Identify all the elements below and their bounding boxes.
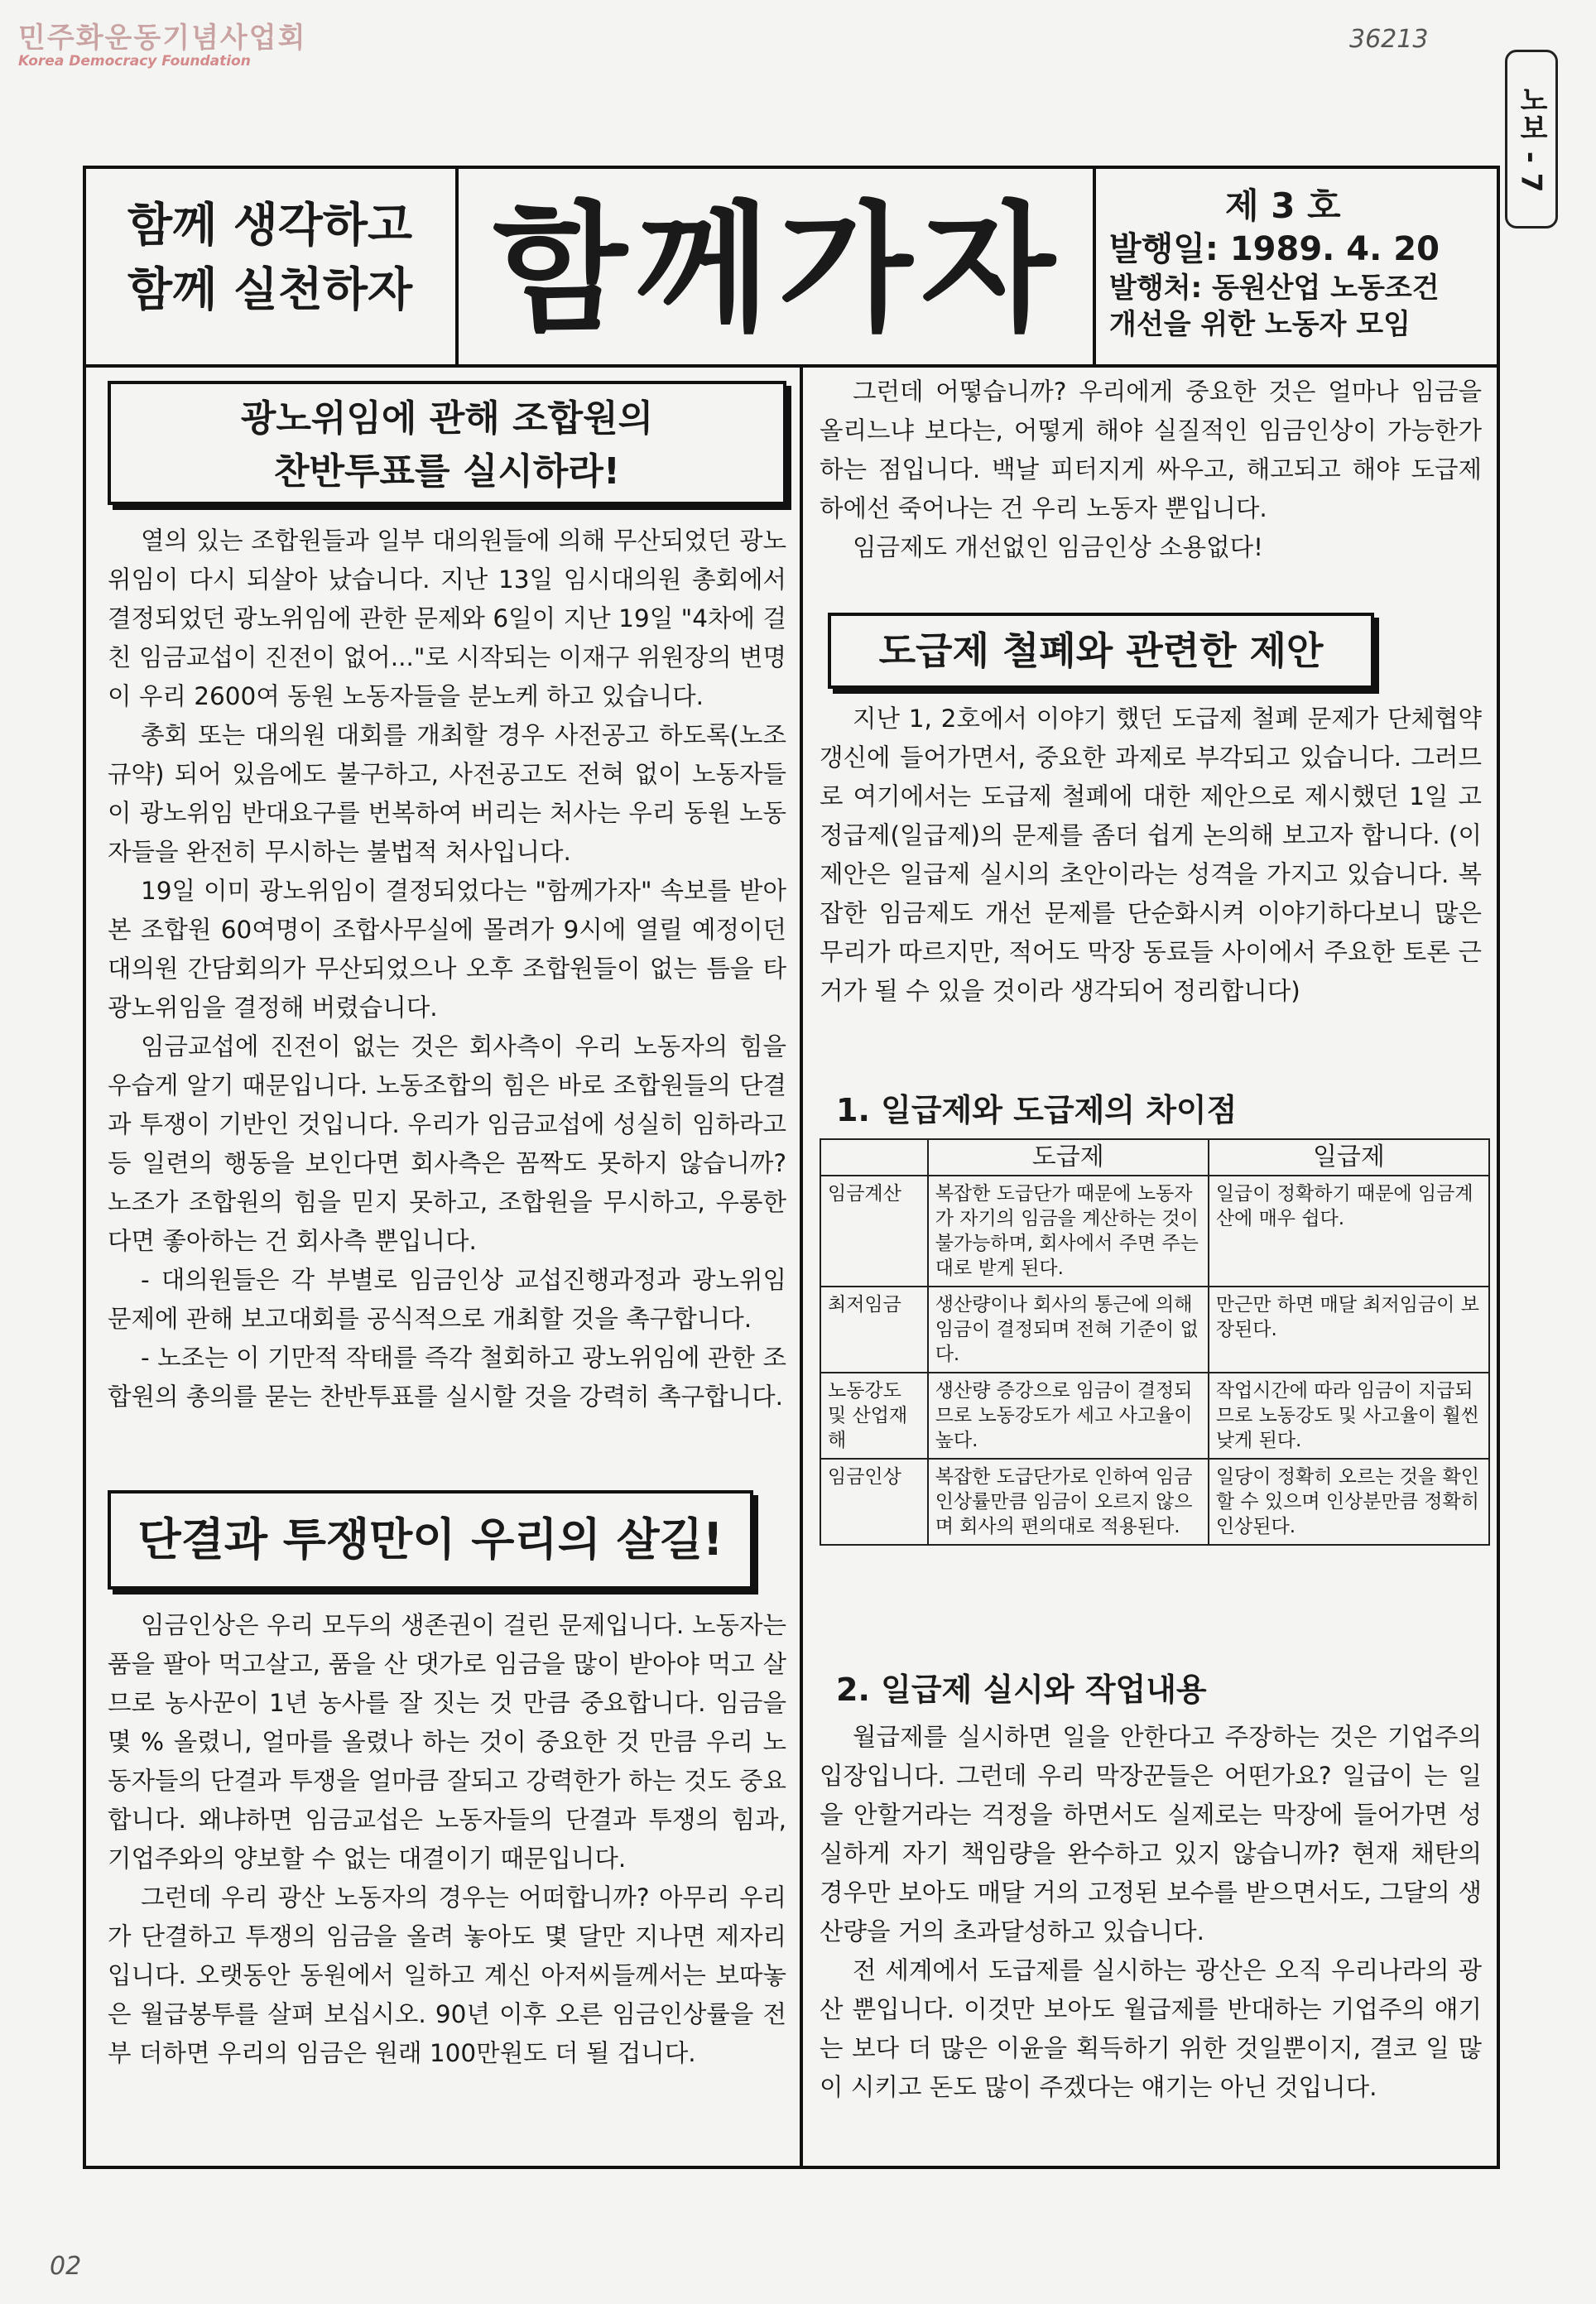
article1-paragraph: 임금교섭에 진전이 없는 것은 회사측이 우리 노동자의 힘을 우습게 알기 때문입니다. 노동조합의 힘은 바로 조합원들의 단결과 투쟁이 기반인 것입니다. 우리가 임금교섭에 성실히 임하라고 등 일련의 행동을 보인다면 회사측은 꼼짝도 못하지 않습니까? 노조가 조합원의 힘을 믿지 못하고, 조합원을 무시하고, 우롱한다면 좋아하는 건 회사측 뿐입니다. (108, 1032, 786, 1255)
table-row (820, 1287, 1489, 1373)
table-header-cell: 일급제 (1209, 1139, 1489, 1176)
table-row (820, 1176, 1489, 1287)
table-header-row (820, 1139, 1489, 1176)
table-row (820, 1373, 1489, 1459)
issue-date: 발행일: 1989. 4. 20 (1109, 230, 1440, 268)
table-cell: 복잡한 도급단가 때문에 노동자가 자기의 임금을 계산하는 것이 불가능하며, 회사에서 주면 주는대로 받게 된다. (928, 1176, 1209, 1287)
article2-cont-slogan: 임금제도 개선없인 임금인상 소용없다! (853, 533, 1263, 561)
table-row (820, 1459, 1489, 1545)
comparison-table (820, 1138, 1490, 1546)
article1-paragraph: 열의 있는 조합원들과 일부 대의원들에 의해 무산되었던 광노위임이 다시 되살아 났습니다. 지난 13일 임시대의원 총회에서 결정되었던 광노위임에 관한 문제와 6일이 지난 19일 "4차에 걸친 임금교섭이 진전이 없어..."로 시작되는 이재구 위원장의 변명이 우리 2600여 동원 노동자들을 분노케 하고 있습니다. (108, 527, 786, 710)
row-label: 임금인상 (820, 1459, 928, 1545)
table-cell: 복잡한 도급단가로 인하여 임금 인상률만큼 임금이 오르지 않으며 회사의 편의대로 적용된다. (928, 1459, 1209, 1545)
article3-paragraph: 월급제를 실시하면 일을 안한다고 주장하는 것은 기업주의 입장입니다. 그런데 우리 막장꾼들은 어떤가요? 일급이 는 일을 안할거라는 걱정을 하면서도 실제로는 막장에 들어가면 성실하게 자기 책임량을 완수하고 있지 않습니까? 현재 채탄의 경우만 보아도 매달 거의 고정된 보수를 받으면서도, 그달의 생산량을 거의 초과달성하고 있습니다. (820, 1723, 1482, 1946)
article3-intro (820, 700, 1482, 1031)
row-label: 최저임금 (820, 1287, 928, 1373)
article3-section1-heading: 1. 일급제와 도급제의 차이점 (836, 1092, 1238, 1128)
table-header-cell: 도급제 (928, 1139, 1209, 1176)
article2-title: 단결과 투쟁만이 우리의 살길! (108, 1490, 753, 1590)
article3-title: 도급제 철폐와 관련한 제안 (828, 613, 1374, 689)
article1-body (108, 522, 786, 1474)
article3-section2-body (820, 1718, 1482, 2165)
issue-number: 제 3 호 (1225, 185, 1341, 226)
table-header-cell (820, 1139, 928, 1176)
article3-intro-paragraph: 지난 1, 2호에서 이야기 했던 도급제 철폐 문제가 단체협약 갱신에 들어가면서, 중요한 과제로 부각되고 있습니다. 그러므로 여기에서는 도급제 철폐에 대한 제안으로 제시했던 1일 고정급제(일급제)의 문제를 좀더 쉽게 논의해 보고자 합니다. (이 제안은 일급제 실시의 초안이라는 성격을 가지고 있습니다. 복잡한 임금제도 개선 문제를 단순화시켜 이야기하다보니 많은 무리가 따르지만, 적어도 막장 동료들 사이에서 주요한 토론 근거가 될 수 있을 것이라 생각되어 정리합니다) (820, 705, 1482, 1005)
table-cell: 생산량 증강으로 임금이 결정되므로 노동강도가 세고 사고율이 높다. (928, 1373, 1209, 1459)
slogan-line-2: 함께 실천하자 (127, 263, 413, 317)
article3-section2-heading: 2. 일급제 실시와 작업내용 (836, 1671, 1207, 1708)
publisher-line-1: 발행처: 동원산업 노동조건 (1109, 272, 1440, 305)
document-number: 36213 (1349, 25, 1429, 54)
article2-paragraph: 임금인상은 우리 모두의 생존권이 걸린 문제입니다. 노동자는 품을 팔아 먹고살고, 품을 산 댓가로 임금을 많이 받아야 먹고 살므로 농사꾼이 1년 농사를 잘 짓는 것 만큼 중요합니다. 임금을 몇 % 올렸니, 얼마를 올렸나 하는 것이 중요한 것 만큼 우리 노동자들의 단결과 투쟁을 얼마큼 잘되고 강력한가 하는 것도 중요합니다. 왜냐하면 임금교섭은 노동자들의 단결과 투쟁의 힘과, 기업주와의 양보할 수 없는 대결이기 때문입니다. (108, 1611, 786, 1873)
article1-title-line-1: 광노위임에 관해 조합원의 (240, 397, 654, 440)
row-label: 노동강도 및 산업재해 (820, 1373, 928, 1459)
row-label: 임금계산 (820, 1176, 928, 1287)
article2-paragraph: 그런데 우리 광산 노동자의 경우는 어떠합니까? 아무리 우리가 단결하고 투쟁의 임금을 올려 놓아도 몇 달만 지나면 제자리입니다. 오랫동안 동원에서 일하고 계신 아저씨들께서는 보따놓은 월급봉투를 살펴 보십시오. 90년 이후 오른 임금인상률을 전부 더하면 우리의 임금은 원래 100만원도 더 될 겁니다. (108, 1883, 786, 2067)
article2-body (108, 1606, 786, 2161)
article1-paragraph: 총회 또는 대의원 대회를 개최할 경우 사전공고 하도록(노조규약) 되어 있음에도 불구하고, 사전공고도 전혀 없이 노동자들이 광노위임 반대요구를 번복하여 버리는 처사는 우리 동원 노동자들을 완전히 무시하는 불법적 처사입니다. (108, 721, 786, 866)
table-cell: 일급이 정확하기 때문에 임금계산에 매우 쉽다. (1209, 1176, 1489, 1287)
article1-demand: - 노조는 이 기만적 작태를 즉각 철회하고 광노위임에 관한 조합원의 총의를 묻는 찬반투표를 실시할 것을 강력히 촉구합니다. (108, 1344, 786, 1411)
table-cell: 일당이 정확히 오르는 것을 확인할 수 있으며 인상분만큼 정확히 인상된다. (1209, 1459, 1489, 1545)
column-divider (800, 368, 803, 2169)
article3-paragraph: 전 세계에서 도급제를 실시하는 광산은 오직 우리나라의 광산 뿐입니다. 이것만 보아도 월급제를 반대하는 기업주의 얘기는 보다 더 많은 이윤을 획득하기 위한 것일뿐이지, 결코 일 많이 시키고 돈도 많이 주겠다는 얘기는 아닌 것입니다. (820, 1956, 1482, 2101)
header-issue-info (1093, 169, 1498, 368)
article2-continued (820, 373, 1482, 604)
article1-title (108, 381, 786, 505)
article1-paragraph: 19일 이미 광노위임이 결정되었다는 "함께가자" 속보를 받아 본 조합원 60여명이 조합사무실에 몰려가 9시에 열릴 예정이던 대의원 간담회의가 무산되었으나 오후 조합원들이 없는 틈을 타 광노위임을 결정해 버렸습니다. (108, 877, 786, 1022)
newsletter-title: 함께가자 (493, 188, 1064, 350)
table-cell: 만근만 하면 매달 최저임금이 보장된다. (1209, 1287, 1489, 1373)
publisher-line-2: 개선을 위한 노동자 모임 (1109, 308, 1411, 341)
article1-demand: - 대의원들은 각 부별로 임금인상 교섭진행과정과 광노위임 문제에 관해 보고대회를 공식적으로 개최할 것을 촉구합니다. (108, 1266, 786, 1333)
table-cell: 작업시간에 따라 임금이 지급되므로 노동강도 및 사고율이 훨씬 낮게 된다. (1209, 1373, 1489, 1459)
watermark-org-en: Korea Democracy Foundation (18, 53, 251, 70)
side-stamp: 노보 - 7 (1505, 50, 1558, 228)
footer-mark: 02 (50, 2252, 82, 2281)
header-rule (83, 364, 1500, 368)
header-slogan (86, 169, 459, 368)
watermark-org: 민주화운동기념사업회 (18, 22, 307, 55)
article2-cont-paragraph: 그런데 어떻습니까? 우리에게 중요한 것은 얼마나 임금을 올리느냐 보다는, 어떻게 해야 실질적인 임금인상이 가능한가 하는 점입니다. 백날 피터지게 싸우고, 해고되고 해야 도급제 하에선 죽어나는 건 우리 노동자 뿐입니다. (820, 378, 1482, 522)
slogan-line-1: 함께 생각하고 (127, 199, 413, 253)
table-cell: 생산량이나 회사의 통근에 의해 임금이 결정되며 전혀 기준이 없다. (928, 1287, 1209, 1373)
article1-title-line-2: 찬반투표를 실시하라! (274, 450, 620, 493)
